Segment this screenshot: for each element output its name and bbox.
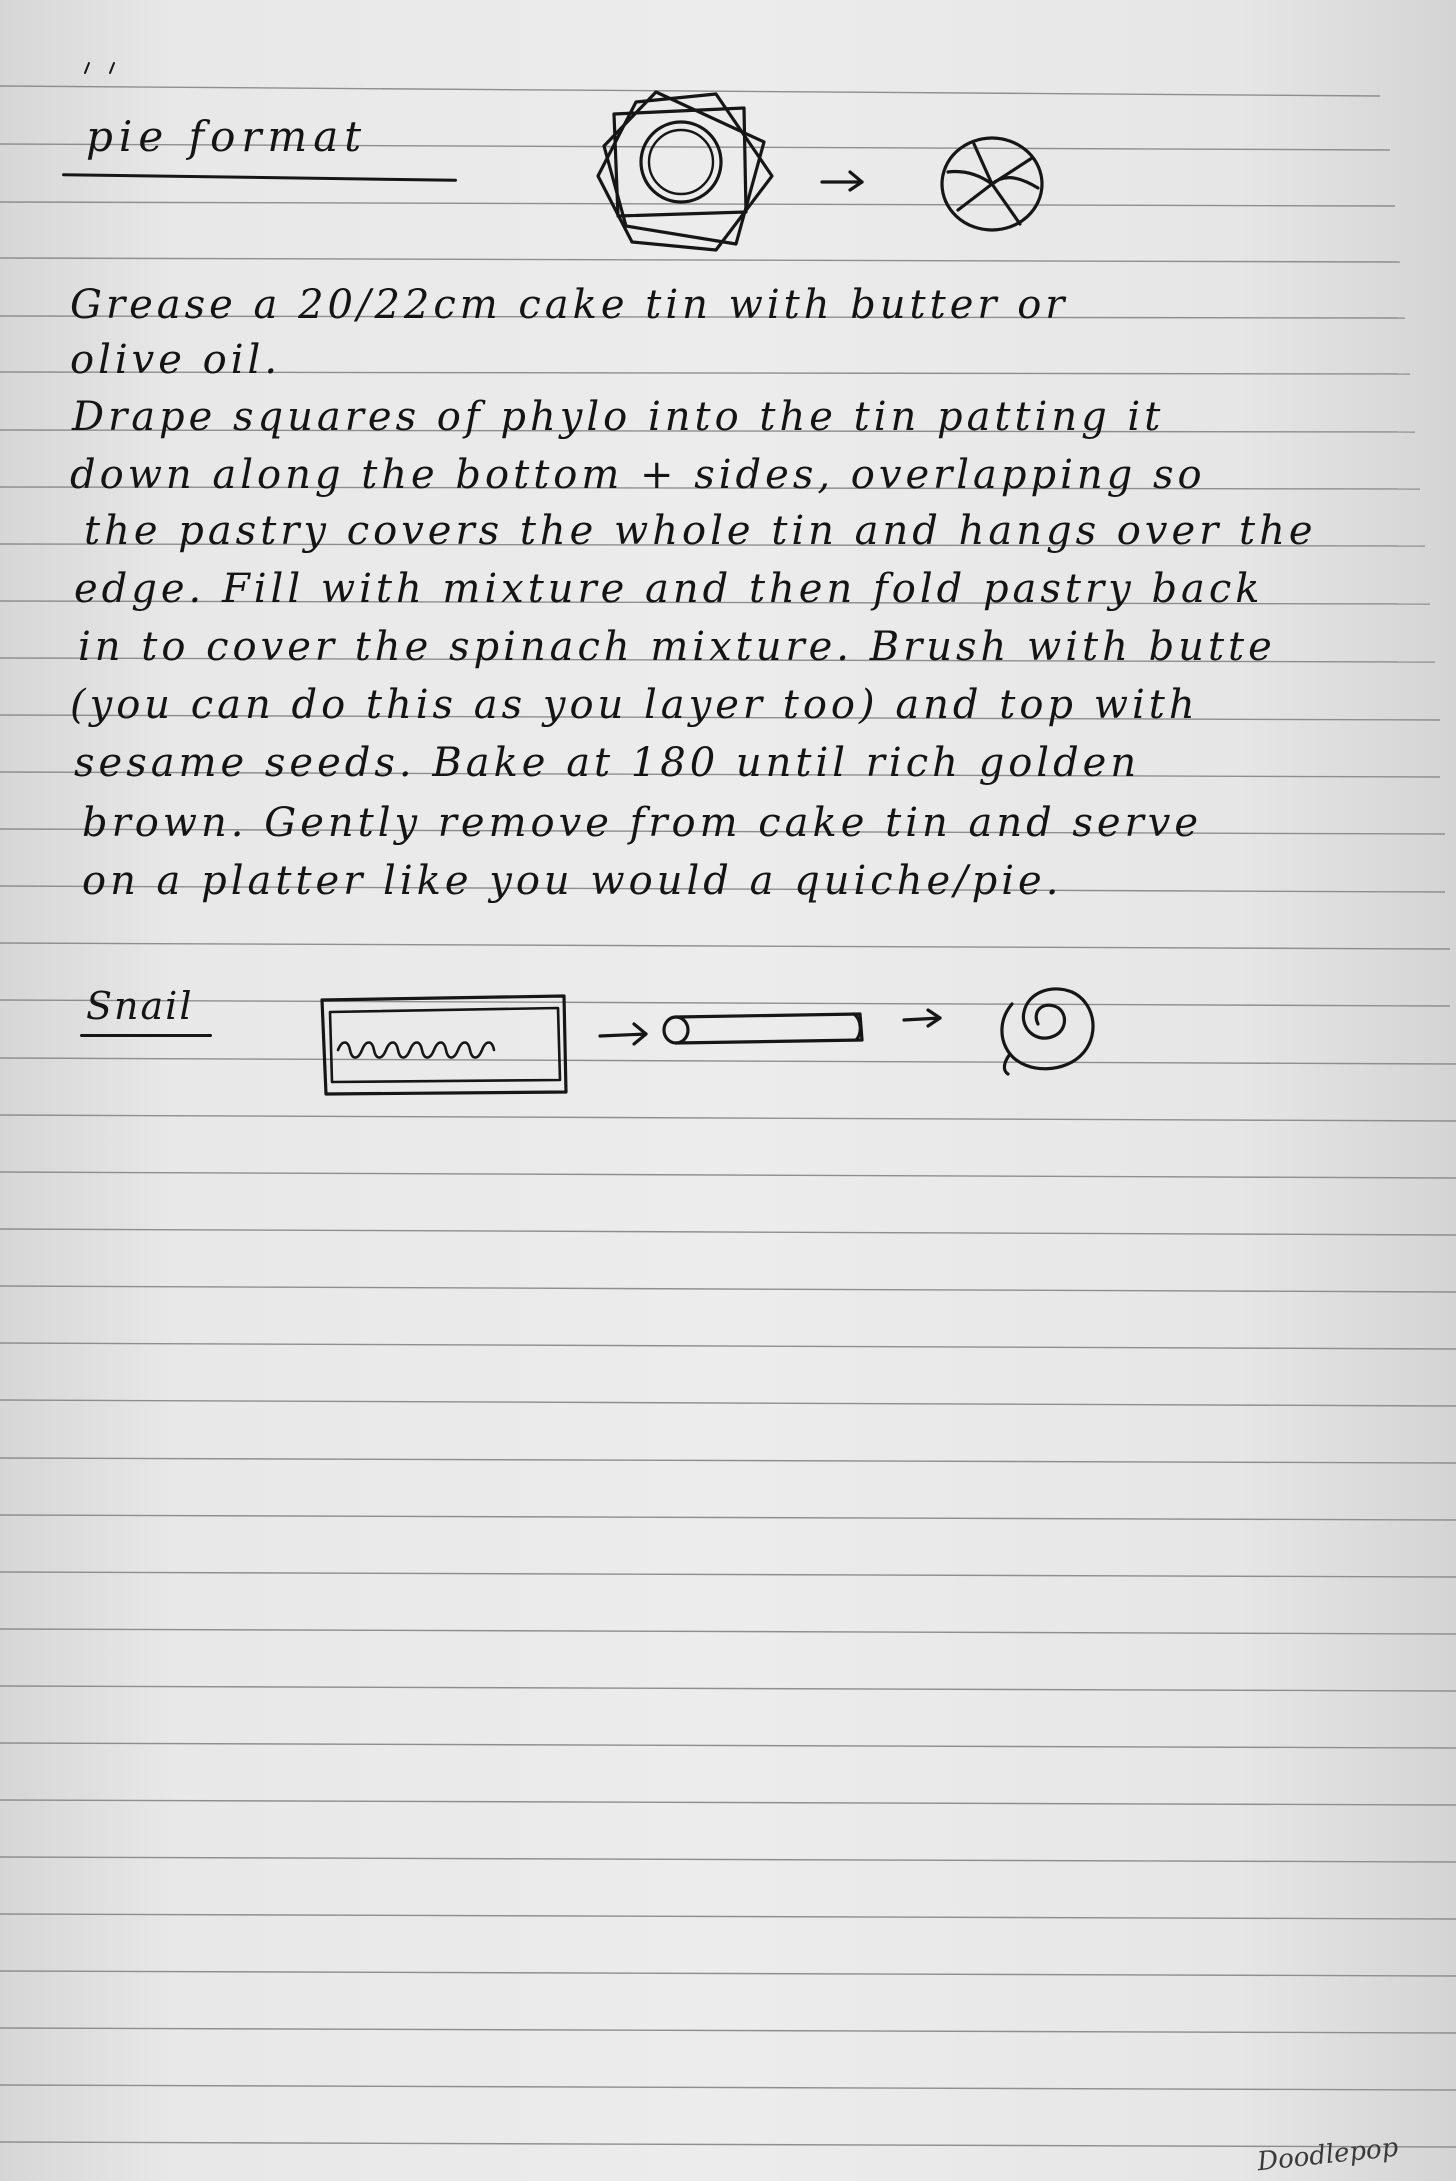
recipe-line: sesame seeds. Bake at 180 until rich golden bbox=[74, 740, 1141, 786]
arrow-icon bbox=[900, 1006, 948, 1032]
recipe-line: (you can do this as you layer too) and top with bbox=[70, 682, 1199, 728]
recipe-line: the pastry covers the whole tin and hangs over the bbox=[84, 508, 1317, 554]
phylo-squares-sketch bbox=[596, 86, 776, 256]
recipe-line: in to cover the spinach mixture. Brush with butte bbox=[78, 624, 1276, 670]
recipe-line: edge. Fill with mixture and then fold pastry back bbox=[74, 566, 1264, 612]
recipe-line: brown. Gently remove from cake tin and serve bbox=[82, 800, 1202, 846]
recipe-line: olive oil. bbox=[70, 337, 282, 383]
snail-heading-underline bbox=[80, 1034, 212, 1037]
filling-roll-sketch bbox=[316, 994, 570, 1098]
arrow-icon bbox=[818, 168, 868, 194]
signature: Doodlepop bbox=[1255, 2132, 1400, 2178]
recipe-line: Drape squares of phylo into the tin patting it bbox=[72, 394, 1165, 440]
snail-heading: Snail bbox=[86, 984, 194, 1028]
snail-spiral-sketch bbox=[982, 962, 1112, 1082]
page-heading: pie format bbox=[86, 112, 368, 161]
arrow-icon bbox=[596, 1020, 652, 1050]
recipe-line: on a platter like you would a quiche/pie. bbox=[82, 858, 1063, 904]
recipe-line: Grease a 20/22cm cake tin with butter or bbox=[70, 282, 1069, 328]
finished-pie-sketch bbox=[934, 130, 1054, 240]
tick-marks bbox=[80, 55, 130, 85]
recipe-line: down along the bottom + sides, overlapping so bbox=[70, 452, 1206, 498]
rolled-pastry-sketch bbox=[658, 1000, 868, 1056]
